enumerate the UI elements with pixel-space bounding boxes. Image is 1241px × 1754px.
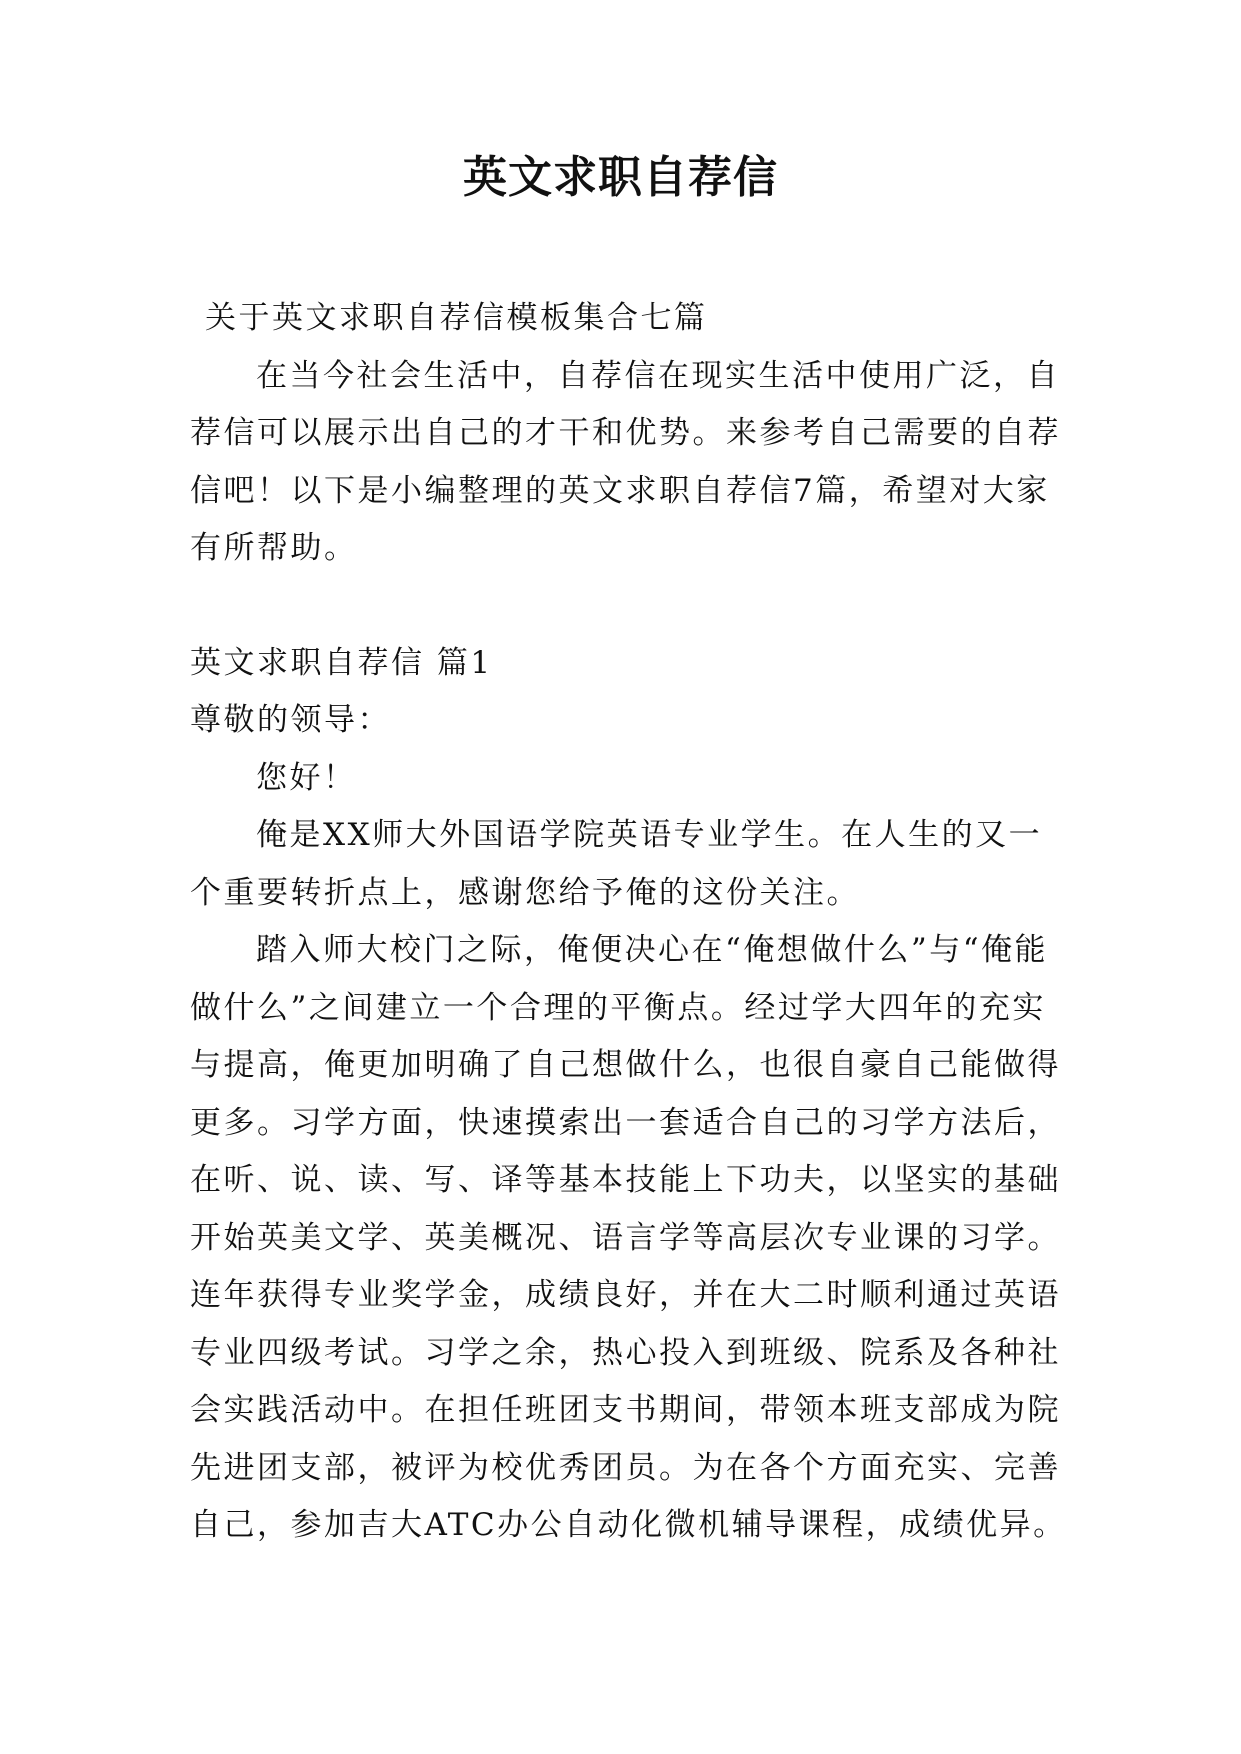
document-subtitle: 关于英文求职自荐信模板集合七篇	[205, 300, 708, 336]
document-title: 英文求职自荐信	[463, 152, 778, 203]
document-body	[190, 290, 1070, 1555]
paragraph-spacer	[190, 578, 1070, 635]
letter-greeting: 您好！	[256, 759, 357, 796]
letter-paragraph: 俺是XX师大外国语学院英语专业学生。在人生的又一个重要转折点上，感谢您给予俺的这份关注。	[190, 817, 1043, 911]
intro-paragraph: 在当今社会生活中，自荐信在现实生活中使用广泛，自荐信可以展示出自己的才干和优势。来参考自己需要的自荐信吧！以下是小编整理的英文求职自荐信7篇，希望对大家有所帮助。	[190, 357, 1061, 566]
letter-salutation: 尊敬的领导：	[190, 702, 391, 738]
letter-paragraph: 踏入师大校门之际，俺便决心在“俺想做什么”与“俺能做什么”之间建立一个合理的平衡点。经过学大四年的充实与提高，俺更加明确了自己想做什么，也很自豪自己能做得更多。习学方面，快速摸索出一套适合自己的习学方法后，在听、说、读、写、译等基本技能上下功夫，以坚实的基础开始英美文学、英美概况、语言学等高层次专业课的习学。连年获得专业奖学金，成绩良好，并在大二时顺利通过英语专业四级考试。习学之余，热心投入到班级、院系及各种社会实践活动中。在担任班团支书期间，带领本班支部成为院先进团支部，被评为校优秀团员。为在各个方面充实、完善自己，参加吉大ATC办公自动化微机辅导课程，成绩优异。	[190, 932, 1067, 1543]
section-heading: 英文求职自荐信 篇1	[190, 644, 493, 681]
